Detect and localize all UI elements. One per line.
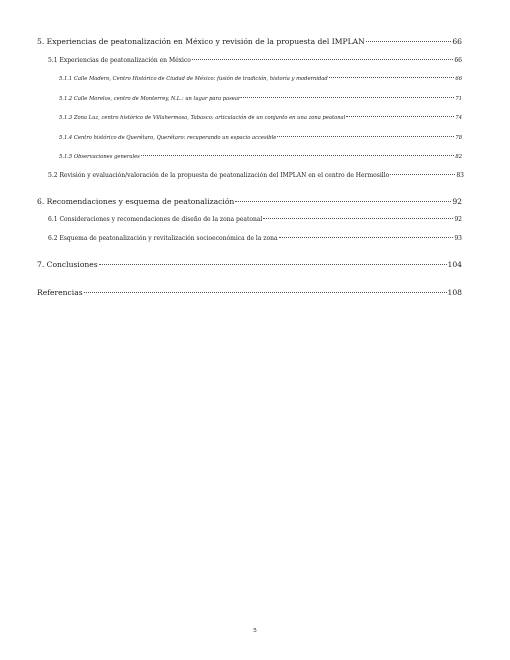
toc-entry-page: 74 <box>455 115 462 121</box>
toc-leader-dots <box>141 155 455 156</box>
toc-entry-section-5-1-3[interactable] <box>59 116 462 121</box>
toc-entry-title: 6. Recomendaciones y esquema de peatonalización <box>37 197 235 206</box>
toc-entry-section-5-1-5[interactable] <box>59 155 462 160</box>
toc-entry-chapter-7[interactable] <box>37 261 462 269</box>
toc-entry-title: 5.1.5 Observaciones generales <box>59 154 140 160</box>
toc-entry-page: 83 <box>456 172 464 179</box>
toc-entry-chapter-5[interactable] <box>37 38 462 46</box>
toc-entry-section-6-2[interactable] <box>48 236 462 242</box>
toc-leader-dots <box>192 59 453 60</box>
toc-entry-title: 5.2 Revisión y evaluación/valoración de la propuesta de peatonalización del IMPLAN en el centro de Hermosillo <box>48 172 390 179</box>
toc-entry-section-5-1-1[interactable] <box>59 77 462 82</box>
toc-leader-dots <box>235 201 451 202</box>
toc-leader-dots <box>390 174 455 175</box>
toc-entry-title: 5.1.1 Calle Madero, Centro Histórico de Ciudad de México: fusión de tradición, historia y modernidad <box>59 76 328 82</box>
toc-entry-references[interactable] <box>37 289 462 297</box>
toc-entry-title: 6.1 Consideraciones y recomendaciones de diseño de la zona peatonal <box>48 216 263 223</box>
toc-entry-chapter-6[interactable] <box>37 198 462 206</box>
toc-leader-dots <box>263 218 453 219</box>
toc-leader-dots <box>279 237 454 238</box>
toc-entry-page: 92 <box>452 197 462 206</box>
toc-entry-section-6-1[interactable] <box>48 217 462 223</box>
toc-entry-title: 5.1.3 Zona Luz, centro histórico de Villahermosa, Tabasco: articulación de un conjunto en una zona peatonal <box>59 115 346 121</box>
toc-entry-page: 104 <box>447 260 462 269</box>
toc-entry-page: 108 <box>447 288 462 297</box>
toc-entry-page: 93 <box>454 235 462 242</box>
toc-leader-dots <box>346 116 454 117</box>
toc-entry-section-5-1[interactable] <box>48 58 462 64</box>
toc-entry-page: 82 <box>455 154 462 160</box>
toc-entry-page: 66 <box>454 57 462 64</box>
toc-entry-title: 5. Experiencias de peatonalización en México y revisión de la propuesta del IMPLAN <box>37 37 365 46</box>
toc-entry-page: 66 <box>452 37 462 46</box>
toc-entry-page: 78 <box>455 135 462 141</box>
toc-leader-dots <box>366 41 452 42</box>
toc-entry-page: 92 <box>454 216 462 223</box>
toc-leader-dots <box>84 292 447 293</box>
toc-entry-section-5-2[interactable] <box>48 173 464 179</box>
toc-leader-dots <box>329 77 455 78</box>
toc-entry-title: 5.1 Experiencias de peatonalización en México <box>48 57 191 64</box>
toc-entry-page: 71 <box>455 96 462 102</box>
toc-entry-title: 6.2 Esquema de peatonalización y revitalización socioeconómica de la zona <box>48 235 278 242</box>
toc-entry-page: 66 <box>455 76 462 82</box>
toc-entry-section-5-1-2[interactable] <box>59 97 462 102</box>
toc-entry-title: 5.1.2 Calle Morelos, centro de Monterrey, N.L.: un lugar para pasear <box>59 96 241 102</box>
toc-entry-title: 7. Conclusiones <box>37 260 98 269</box>
toc-leader-dots <box>277 136 454 137</box>
toc-entry-title: Referencias <box>37 288 83 297</box>
toc-entry-title: 5.1.4 Centro histórico de Querétaro, Querétaro: recuperando un espacio accesible <box>59 135 277 141</box>
toc-leader-dots <box>241 97 454 98</box>
page-number: 5 <box>253 628 257 634</box>
toc-leader-dots <box>99 264 447 265</box>
toc-entry-section-5-1-4[interactable] <box>59 136 462 141</box>
